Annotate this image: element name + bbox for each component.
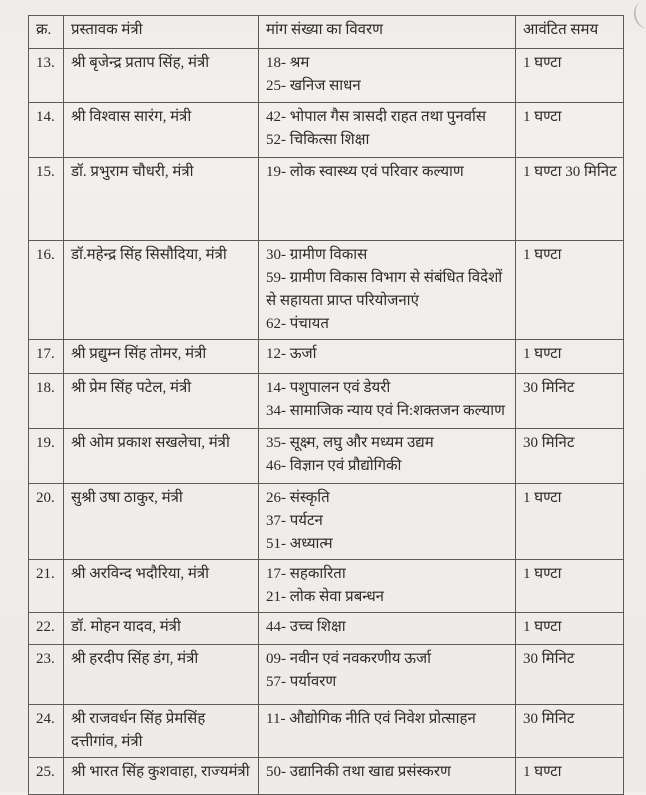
allotted-time: 1 घण्टा bbox=[516, 758, 624, 795]
minister-name: श्री हरदीप सिंह डंग, मंत्री bbox=[64, 645, 259, 705]
demand-list bbox=[259, 560, 516, 613]
demand-list bbox=[259, 49, 516, 103]
demand-list bbox=[259, 429, 516, 484]
minister-name: डॉ.महेन्द्र सिंह सिसौदिया, मंत्री bbox=[64, 241, 259, 340]
table-row bbox=[29, 613, 624, 645]
row-serial-number: 15. bbox=[29, 158, 64, 241]
demand-item: 44- उच्च शिक्षा bbox=[266, 619, 346, 635]
allotted-time: 1 घण्टा bbox=[516, 613, 624, 645]
row-serial-number: 13. bbox=[29, 49, 64, 103]
header-proposing-minister: प्रस्तावक मंत्री bbox=[64, 16, 259, 49]
demand-item: 12- ऊर्जा bbox=[266, 346, 317, 362]
demand-item: 35- सूक्ष्म, लघु और मध्यम उद्यम bbox=[266, 435, 434, 451]
allotted-time: 30 मिनिट bbox=[516, 429, 624, 484]
row-serial-number: 18. bbox=[29, 374, 64, 429]
minister-name: श्री भारत सिंह कुशवाहा, राज्यमंत्री bbox=[64, 758, 259, 795]
row-serial-number: 20. bbox=[29, 484, 64, 560]
allotted-time: 1 घण्टा bbox=[516, 340, 624, 374]
table-row bbox=[29, 758, 624, 795]
demand-list bbox=[259, 374, 516, 429]
demand-list bbox=[259, 645, 516, 705]
allotted-time: 30 मिनिट bbox=[516, 645, 624, 705]
demand-list bbox=[259, 613, 516, 645]
scan-artifact-mark bbox=[631, 0, 646, 30]
demand-item: 50- उद्यानिकी तथा खाद्य प्रसंस्करण bbox=[266, 764, 451, 780]
allotted-time: 30 मिनिट bbox=[516, 705, 624, 758]
demand-item: 46- विज्ञान एवं प्रौद्योगिकी bbox=[266, 458, 402, 474]
demand-item: 11- औद्योगिक नीति एवं निवेश प्रोत्साहन bbox=[266, 711, 476, 727]
demand-item: 34- सामाजिक न्याय एवं नि:शक्तजन कल्याण bbox=[266, 403, 505, 419]
allotted-time: 1 घण्टा bbox=[516, 241, 624, 340]
table-row bbox=[29, 49, 624, 103]
row-serial-number: 16. bbox=[29, 241, 64, 340]
row-serial-number: 14. bbox=[29, 103, 64, 158]
allotted-time: 1 घण्टा bbox=[516, 103, 624, 158]
demand-item: 52- चिकित्सा शिक्षा bbox=[266, 132, 370, 148]
header-allotted-time: आवंटित समय bbox=[516, 16, 624, 49]
row-serial-number: 25. bbox=[29, 758, 64, 795]
table-row bbox=[29, 705, 624, 758]
demand-list bbox=[259, 241, 516, 340]
demand-item: 30- ग्रामीण विकास bbox=[266, 247, 368, 263]
demand-item: 37- पर्यटन bbox=[266, 513, 323, 529]
minister-name: श्री ओम प्रकाश सखलेचा, मंत्री bbox=[64, 429, 259, 484]
demand-list bbox=[259, 158, 516, 241]
table-row bbox=[29, 340, 624, 374]
table-row bbox=[29, 158, 624, 241]
demand-list bbox=[259, 340, 516, 374]
demand-item: 51- अध्यात्म bbox=[266, 536, 333, 552]
row-serial-number: 17. bbox=[29, 340, 64, 374]
demand-item: 21- लोक सेवा प्रबन्धन bbox=[266, 589, 384, 605]
demand-item: 42- भोपाल गैस त्रासदी राहत तथा पुनर्वास bbox=[266, 109, 487, 125]
demand-item: 14- पशुपालन एवं डेयरी bbox=[266, 380, 391, 396]
allotted-time: 1 घण्टा bbox=[516, 484, 624, 560]
demand-item: 62- पंचायत bbox=[266, 316, 329, 332]
table-row bbox=[29, 484, 624, 560]
row-serial-number: 23. bbox=[29, 645, 64, 705]
row-serial-number: 22. bbox=[29, 613, 64, 645]
table-row bbox=[29, 645, 624, 705]
demand-list bbox=[259, 484, 516, 560]
header-row bbox=[29, 16, 624, 49]
demand-list bbox=[259, 705, 516, 758]
minister-name: श्री अरविन्द भदौरिया, मंत्री bbox=[64, 560, 259, 613]
allotted-time: 1 घण्टा bbox=[516, 560, 624, 613]
demand-item: 09- नवीन एवं नवकरणीय ऊर्जा bbox=[266, 651, 432, 667]
allotted-time: 30 मिनिट bbox=[516, 374, 624, 429]
table-row bbox=[29, 241, 624, 340]
row-serial-number: 21. bbox=[29, 560, 64, 613]
demand-item: 26- संस्कृति bbox=[266, 490, 330, 506]
minister-name: डॉ. प्रभुराम चौधरी, मंत्री bbox=[64, 158, 259, 241]
demand-item: 25- खनिज साधन bbox=[266, 78, 361, 94]
demand-item: 19- लोक स्वास्थ्य एवं परिवार कल्याण bbox=[266, 164, 464, 180]
row-serial-number: 24. bbox=[29, 705, 64, 758]
demand-list bbox=[259, 103, 516, 158]
allotted-time: 1 घण्टा bbox=[516, 49, 624, 103]
demand-item: 59- ग्रामीण विकास विभाग से संबंधित विदेशों से सहायता प्राप्त परियोजनाएं bbox=[266, 270, 503, 309]
header-demand-details: मांग संख्या का विवरण bbox=[259, 16, 516, 49]
row-serial-number: 19. bbox=[29, 429, 64, 484]
minister-name: श्री बृजेन्द्र प्रताप सिंह, मंत्री bbox=[64, 49, 259, 103]
minister-name: डॉ. मोहन यादव, मंत्री bbox=[64, 613, 259, 645]
demand-schedule-table bbox=[28, 15, 624, 795]
table-row bbox=[29, 560, 624, 613]
header-serial-number: क्र. bbox=[29, 16, 64, 49]
minister-name: श्री राजवर्धन सिंह प्रेमसिंह दत्तीगांव, मंत्री bbox=[64, 705, 259, 758]
demand-item: 57- पर्यावरण bbox=[266, 674, 337, 690]
demand-table-body bbox=[29, 49, 624, 795]
demand-item: 17- सहकारिता bbox=[266, 566, 346, 582]
minister-name: श्री प्रेम सिंह पटेल, मंत्री bbox=[64, 374, 259, 429]
demand-item: 18- श्रम bbox=[266, 55, 310, 71]
minister-name: सुश्री उषा ठाकुर, मंत्री bbox=[64, 484, 259, 560]
minister-name: श्री विश्वास सारंग, मंत्री bbox=[64, 103, 259, 158]
demand-list bbox=[259, 758, 516, 795]
table-row bbox=[29, 374, 624, 429]
table-row bbox=[29, 103, 624, 158]
allotted-time: 1 घण्टा 30 मिनिट bbox=[516, 158, 624, 241]
table-row bbox=[29, 429, 624, 484]
minister-name: श्री प्रद्युम्न सिंह तोमर, मंत्री bbox=[64, 340, 259, 374]
